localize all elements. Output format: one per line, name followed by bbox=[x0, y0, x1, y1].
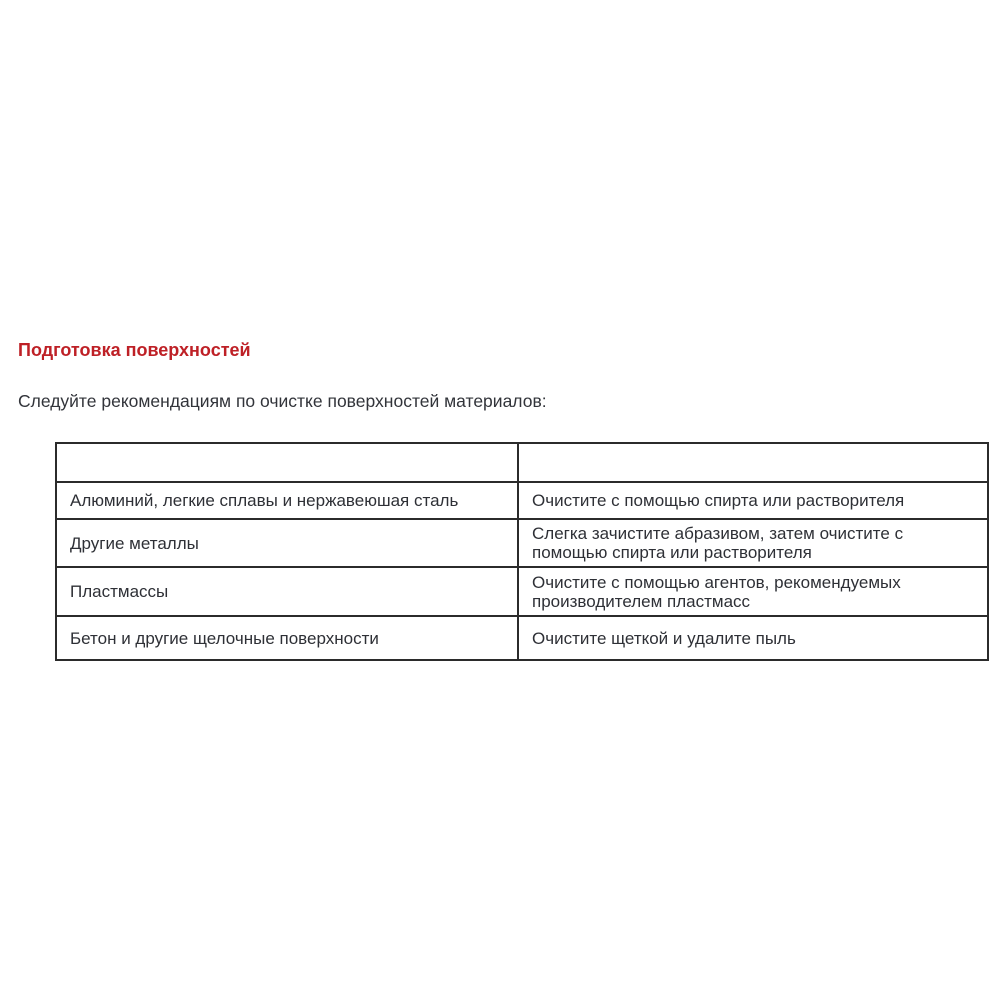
table-row bbox=[56, 616, 988, 660]
instruction-cell: Очистите с помощью спирта или растворителя bbox=[518, 482, 988, 519]
material-cell: Бетон и другие щелочные поверхности bbox=[56, 616, 518, 660]
material-cell: Другие металлы bbox=[56, 519, 518, 567]
table-row bbox=[56, 567, 988, 616]
header-cell-material bbox=[56, 443, 518, 482]
header-cell-instruction bbox=[518, 443, 988, 482]
instruction-cell: Слегка зачистите абразивом, затем очистите с помощью спирта или растворителя bbox=[518, 519, 988, 567]
instruction-cell: Очистите щеткой и удалите пыль bbox=[518, 616, 988, 660]
instruction-cell: Очистите с помощью агентов, рекомендуемых производителем пластмасс bbox=[518, 567, 988, 616]
material-cell: Пластмассы bbox=[56, 567, 518, 616]
section-heading: Подготовка поверхностей bbox=[18, 340, 251, 360]
material-cell: Алюминий, легкие сплавы и нержавеюшая сталь bbox=[56, 482, 518, 519]
table-row bbox=[56, 482, 988, 519]
intro-text: Следуйте рекомендациям по очистке поверхностей материалов: bbox=[18, 391, 547, 411]
table-row bbox=[56, 519, 988, 567]
surface-preparation-table bbox=[55, 442, 989, 661]
table-header-row bbox=[56, 443, 988, 482]
